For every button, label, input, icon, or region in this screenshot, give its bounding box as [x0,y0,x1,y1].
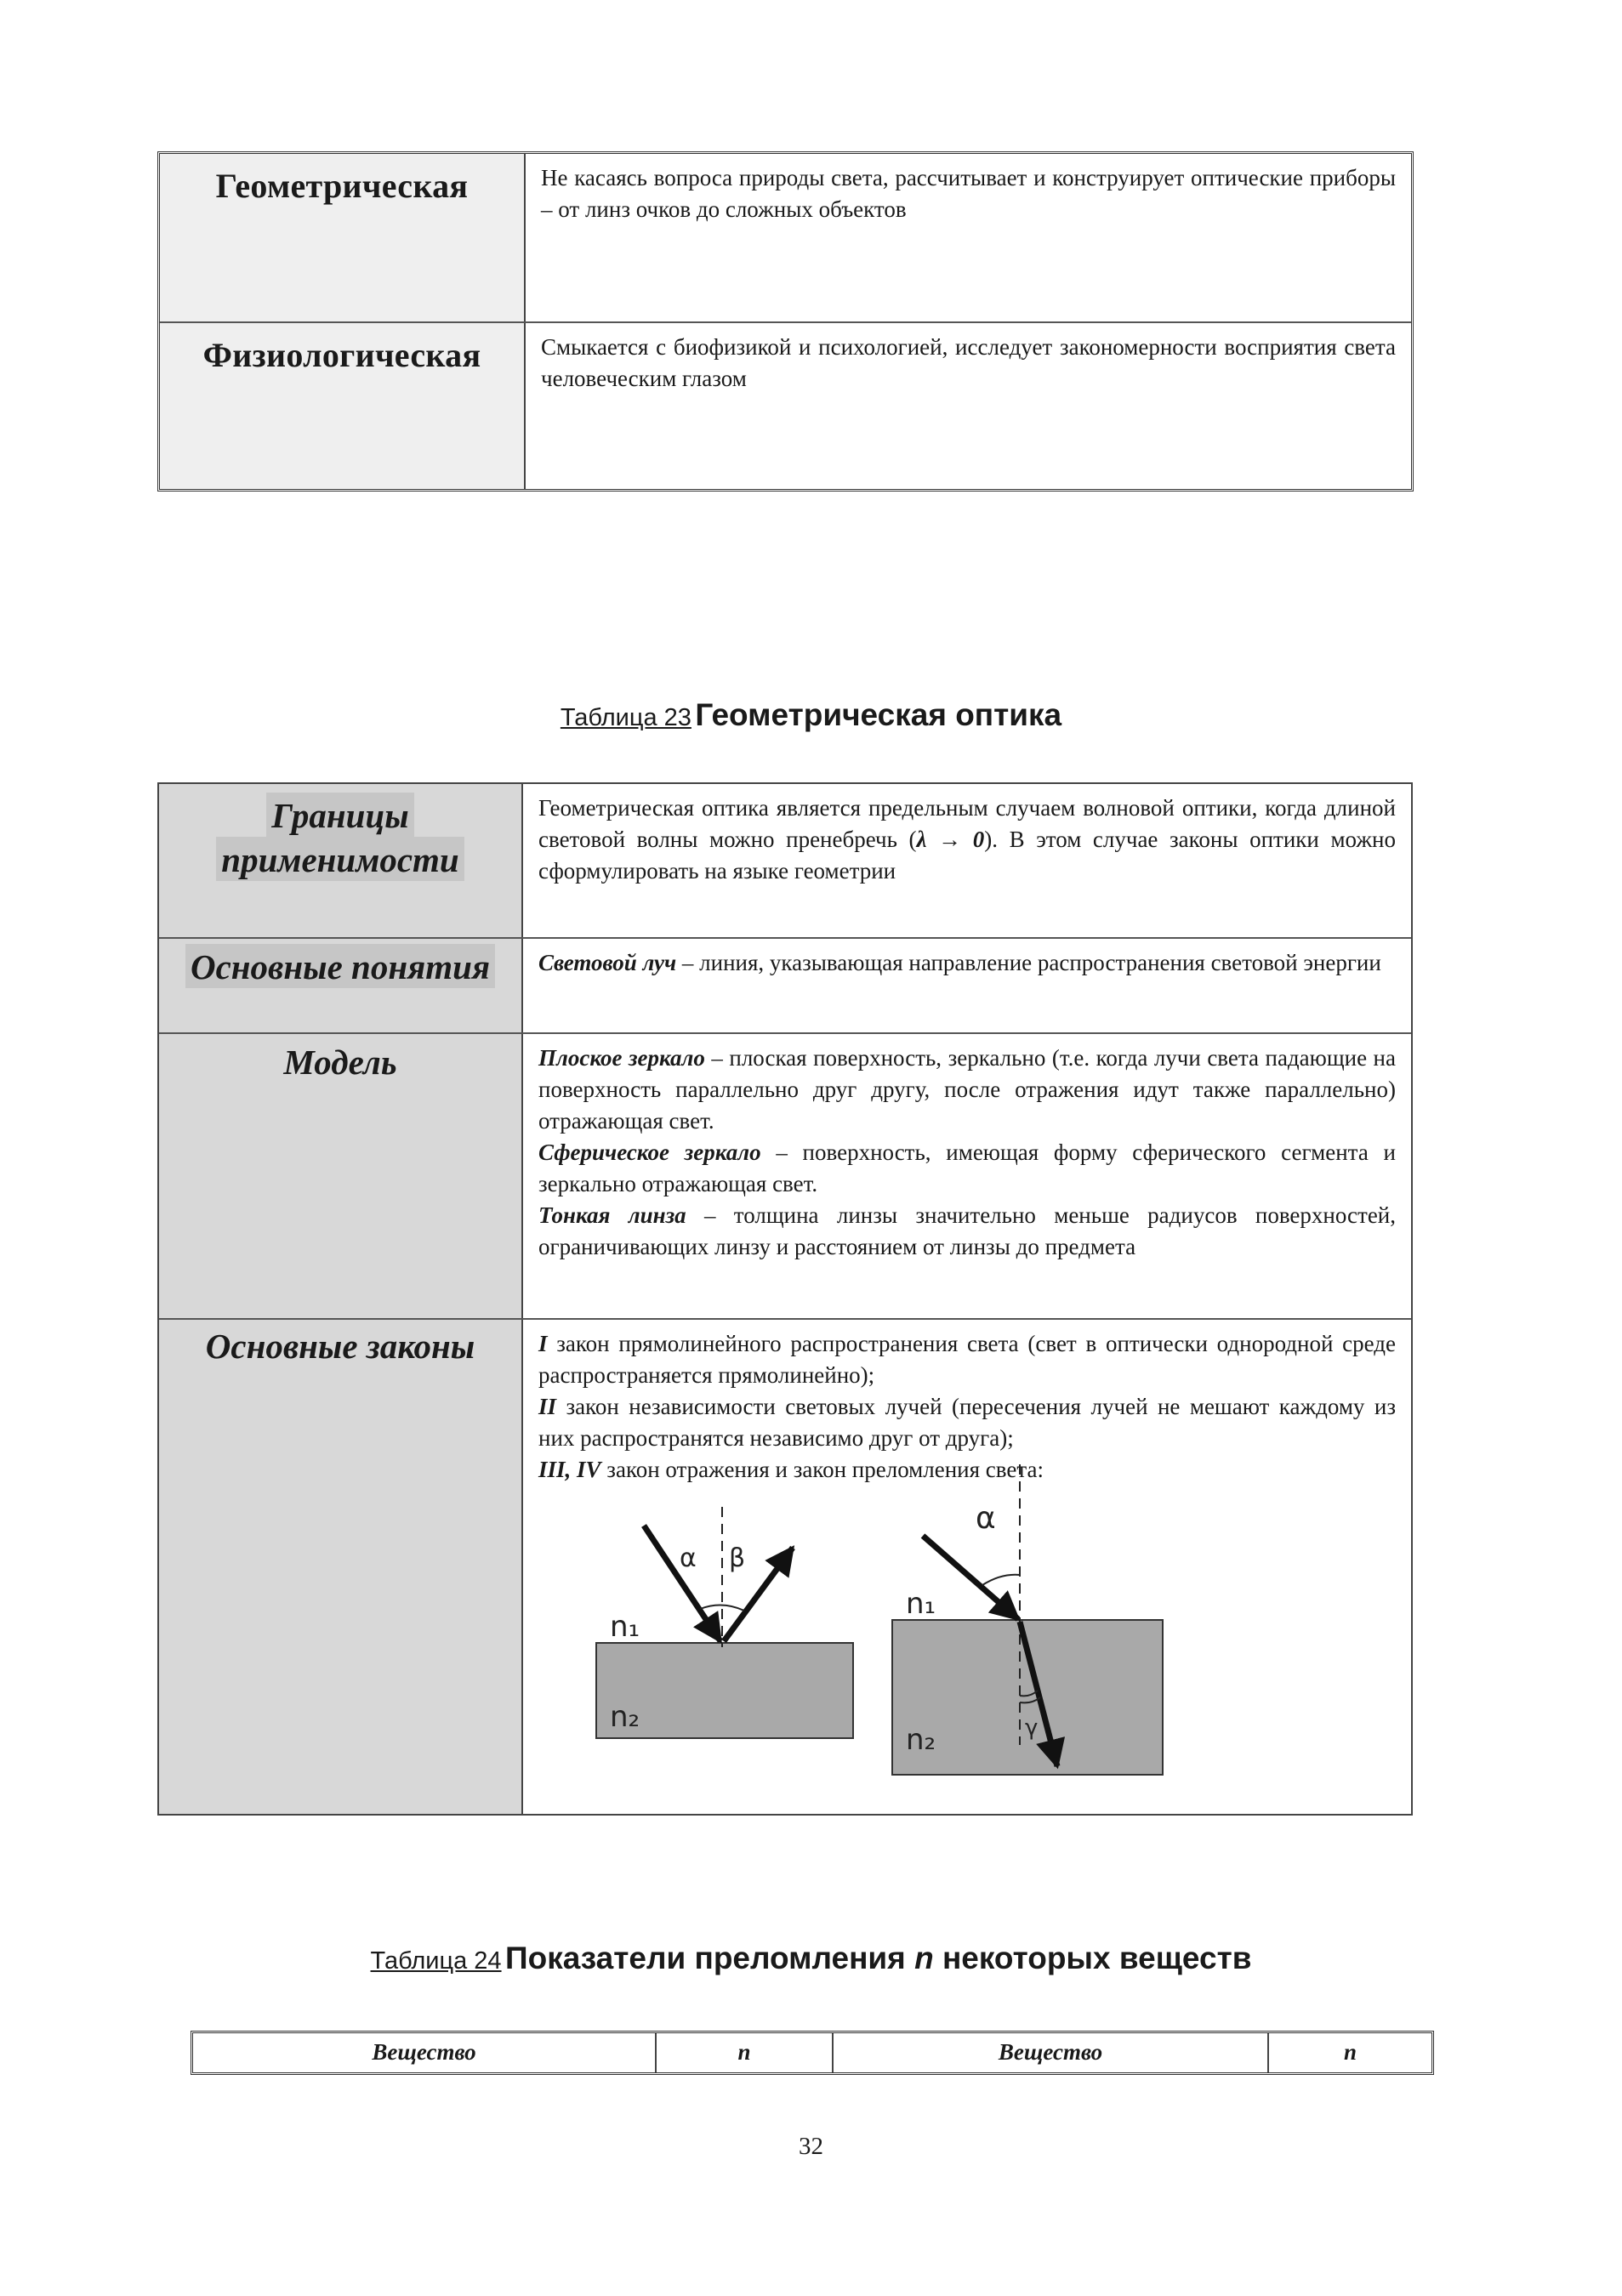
column-header: Вещество [193,2033,657,2072]
alpha-label: α [976,1501,996,1536]
table24-caption-label: Таблица 24 [370,1947,502,1975]
table-row [159,939,1411,1032]
refraction-diagram [892,1464,1163,1775]
reflection-diagram [596,1507,853,1738]
n1-label: n₁ [610,1610,640,1644]
gamma-label: γ [1025,1715,1039,1741]
n1-label: n₁ [906,1587,936,1621]
table23-caption [0,697,1622,733]
table-row [160,323,1411,489]
row-title: Основные понятия [185,944,495,988]
column-header: n [657,2033,834,2072]
table-row [159,784,1411,937]
row-text: Световой луч – линия, указывающая направление распространения световой энергии [538,950,1381,975]
n2-label: n₂ [906,1723,936,1757]
reflection-refraction-diagram [159,1320,1411,1817]
row-text: Плоское зеркало – плоская поверхность, зеркально (т.е. когда лучи света падающие на поверхность параллельно друг другу, после отражения идут также параллельно) отражающая свет. Сферическое зеркало – поверхность, имеющая форму сферического сегмента и зеркально отражающая свет. Тонкая линза – толщина линзы значительно меньше радиусов поверхностей, ограничивающих линзу и расстоянием от линзы до предмета [538,1045,1396,1259]
table24-caption [0,1941,1622,1976]
n2-label: n₂ [610,1700,640,1734]
term: Световой луч [538,950,677,975]
column-header: Вещество [834,2033,1269,2072]
table-row [160,154,1411,321]
table23-caption-label: Таблица 23 [560,704,691,731]
row-text: Не касаясь вопроса природы света, рассчитывает и конструирует оптические приборы – от линз очков до сложных объектов [541,165,1396,222]
angle-arc-incident [982,1575,1020,1585]
beta-label: β [729,1543,746,1573]
row-text: Смыкается с биофизикой и психологией, исследует закономерности восприятия света человеческим глазом [541,334,1396,391]
alpha-label: α [680,1543,697,1573]
table-row [159,1320,1411,1814]
row-title-line1: Границы [266,793,413,837]
table24-caption-title: Показатели преломления n некоторых веществ [505,1941,1252,1975]
table-row [159,1034,1411,1318]
table23-caption-title: Геометрическая оптика [695,697,1062,732]
formula: λ → 0 [916,827,985,852]
row-title: Модель [283,1043,397,1082]
row-text: I закон прямолинейного распространения света (свет в оптически однородной среде распространяется прямолинейно); II закон независимости световых лучей (пересечения лучей не мешают каждому из них распространятся независимо друг от друга); III, IV закон отражения и закон преломления света: [538,1331,1396,1482]
column-header: n [1343,2039,1357,2065]
page-number: 32 [799,2133,823,2160]
row-title-line2: применимости [216,837,464,881]
incident-ray [923,1536,1018,1619]
refractive-index-table-header [191,2031,1434,2075]
row-title: Геометрическая [160,154,526,321]
row-title: Физиологическая [160,323,526,489]
optics-branches-table [157,151,1414,492]
geometric-optics-table [157,782,1413,1816]
row-text: Геометрическая оптика является предельным случаем волновой оптики, когда длиной световой волны можно пренебречь (λ → 0). В этом случае законы оптики можно сформулировать на языке геометрии [538,795,1396,884]
row-title: Основные законы [205,1327,475,1366]
